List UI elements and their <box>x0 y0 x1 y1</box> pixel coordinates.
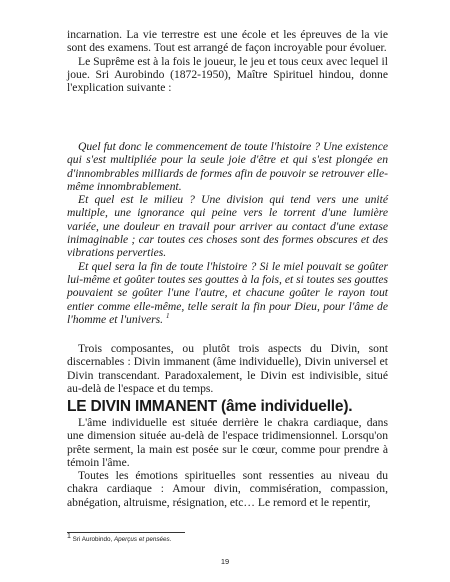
footnote-end: . <box>169 536 172 543</box>
footnote-reference[interactable]: 1 <box>166 312 170 320</box>
section-heading-block <box>67 398 388 416</box>
paragraph-three-aspects-block <box>67 342 388 395</box>
paragraph-continuation: incarnation. La vie terrestre est une école et les épreuves de la vie sont des examens. Tout est arrangé de façon incroyable pour évoluer. <box>67 28 388 55</box>
footnote-marker: 1 <box>67 532 71 540</box>
quote-end <box>67 260 388 326</box>
section-body <box>67 416 388 509</box>
page-number: 19 <box>220 557 230 566</box>
paragraph-three-aspects: Trois composantes, ou plutôt trois aspects du Divin, sont discernables : Divin immanent (âme individuelle), Divin universel et Divin transcendant. Paradoxalement, le Divin est indivisible, situé au-delà de l'espace et du temps. <box>67 342 388 395</box>
section-heading: LE DIVIN IMMANENT (âme individuelle). <box>67 398 353 415</box>
footnote-work-title: Aperçus et pensées <box>113 536 170 543</box>
paragraph-individual-soul: L'âme individuelle est située derrière le chakra cardiaque, dans une dimension située au-delà de l'espace tridimensionnel. Lorsqu'on prête serment, la main est posée sur le cœur, comme pour prendre à témoin l'âme. <box>67 416 388 469</box>
quotation <box>67 140 388 326</box>
quote-beginning: Quel fut donc le commencement de toute l'histoire ? Une existence qui s'est multipliée pour la seule joie d'être et qui s'est plongée en d'innombrables milliards de formes afin de pouvoir se retrouver elle-même innombrablement. <box>67 140 388 193</box>
paragraph-emotions: Toutes les émotions spirituelles sont ressenties au niveau du chakra cardiaque : Amour divin, commisération, compassion, abnégation, altruisme, résignation, etc… Le remord et le repentir, <box>67 469 388 509</box>
quote-middle: Et quel est le milieu ? Une division qui tend vers une unité multiple, une ignorance qui peine vers le torrent d'une lumière variée, une douleur en travail pour arriver au contact d'une extase inimaginable ; car toutes ces choses sont des formes obscures et des vibrations perverties. <box>67 193 388 260</box>
footnote <box>67 532 387 544</box>
footnote-divider <box>67 532 185 533</box>
footnote-author: Sri Aurobindo, <box>72 536 114 543</box>
paragraph-supreme: Le Suprême est à la fois le joueur, le jeu et tous ceux avec lequel il joue. Sri Aurobindo (1872-1950), Maître Spirituel hindou, donne l'explication suivante : <box>67 54 388 95</box>
body-top <box>67 28 388 94</box>
quote-end-text: Et quel sera la fin de toute l'histoire ? Si le miel pouvait se goûter lui-même et goûter toutes ses gouttes à la fois, et si toutes ses gouttes pouvaient se goûter l'une l'autre, et chacune goûter le rayon tout entier comme elle-même, telle serait la fin pour Dieu, pour l'âme de l'homme et l'univers. <box>67 259 388 326</box>
